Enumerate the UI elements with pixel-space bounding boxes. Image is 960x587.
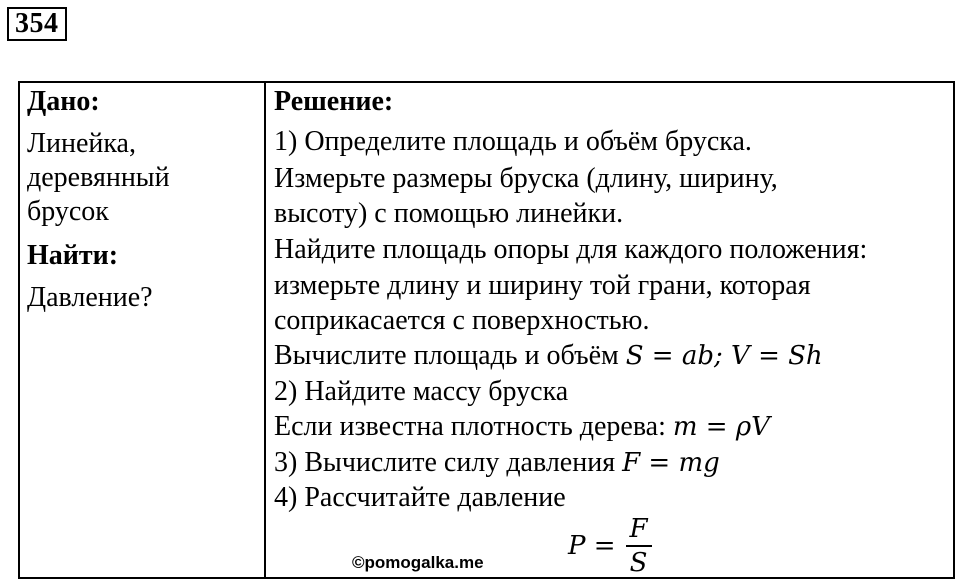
solution-line: соприкасается с поверхностью. [274, 305, 650, 336]
solution-line: 1) Определите площадь и объём бруска. [274, 126, 752, 157]
pressure-formula [568, 511, 652, 581]
watermark: ©pomogalka.me [352, 553, 484, 572]
given-item: деревянный [27, 162, 170, 193]
find-heading: Найти: [27, 240, 119, 271]
step3-text: 3) Вычислите силу давления [274, 447, 623, 478]
column-divider [264, 83, 266, 577]
step4-line: 4) Рассчитайте давление [274, 482, 566, 513]
force-formula: F = mg [622, 448, 720, 478]
solution-line: измерьте длину и ширину той грани, которая [274, 270, 811, 301]
solution-line: высоту) с помощью линейки. [274, 198, 624, 229]
fraction-numerator: F [629, 514, 648, 544]
problem-number: 354 [7, 7, 67, 41]
step2-line: 2) Найдите массу бруска [274, 376, 569, 407]
pressure-fraction [626, 515, 652, 577]
density-formula: m = ρV [672, 412, 770, 442]
area-volume-line [274, 339, 823, 373]
solution-line: Найдите площадь опоры для каждого положения: [274, 234, 868, 265]
solution-line: Измерьте размеры бруска (длину, ширину, [274, 163, 778, 194]
step3-line [274, 446, 720, 480]
density-text: Если известна плотность дерева: [274, 411, 673, 442]
given-heading: Дано: [27, 86, 100, 117]
given-item: брусок [27, 196, 109, 227]
fraction-denominator: S [629, 548, 648, 578]
area-volume-text: Вычислите площадь и объём [274, 340, 626, 371]
find-value: Давление? [27, 282, 153, 313]
fraction-bar [626, 545, 652, 547]
density-line [274, 410, 770, 444]
given-item: Линейка, [27, 128, 136, 159]
area-volume-formula: S = ab; V = Sh [625, 341, 823, 371]
solution-heading: Решение: [274, 86, 394, 117]
task-table [18, 81, 955, 579]
pressure-formula-lhs: P = [568, 531, 616, 561]
